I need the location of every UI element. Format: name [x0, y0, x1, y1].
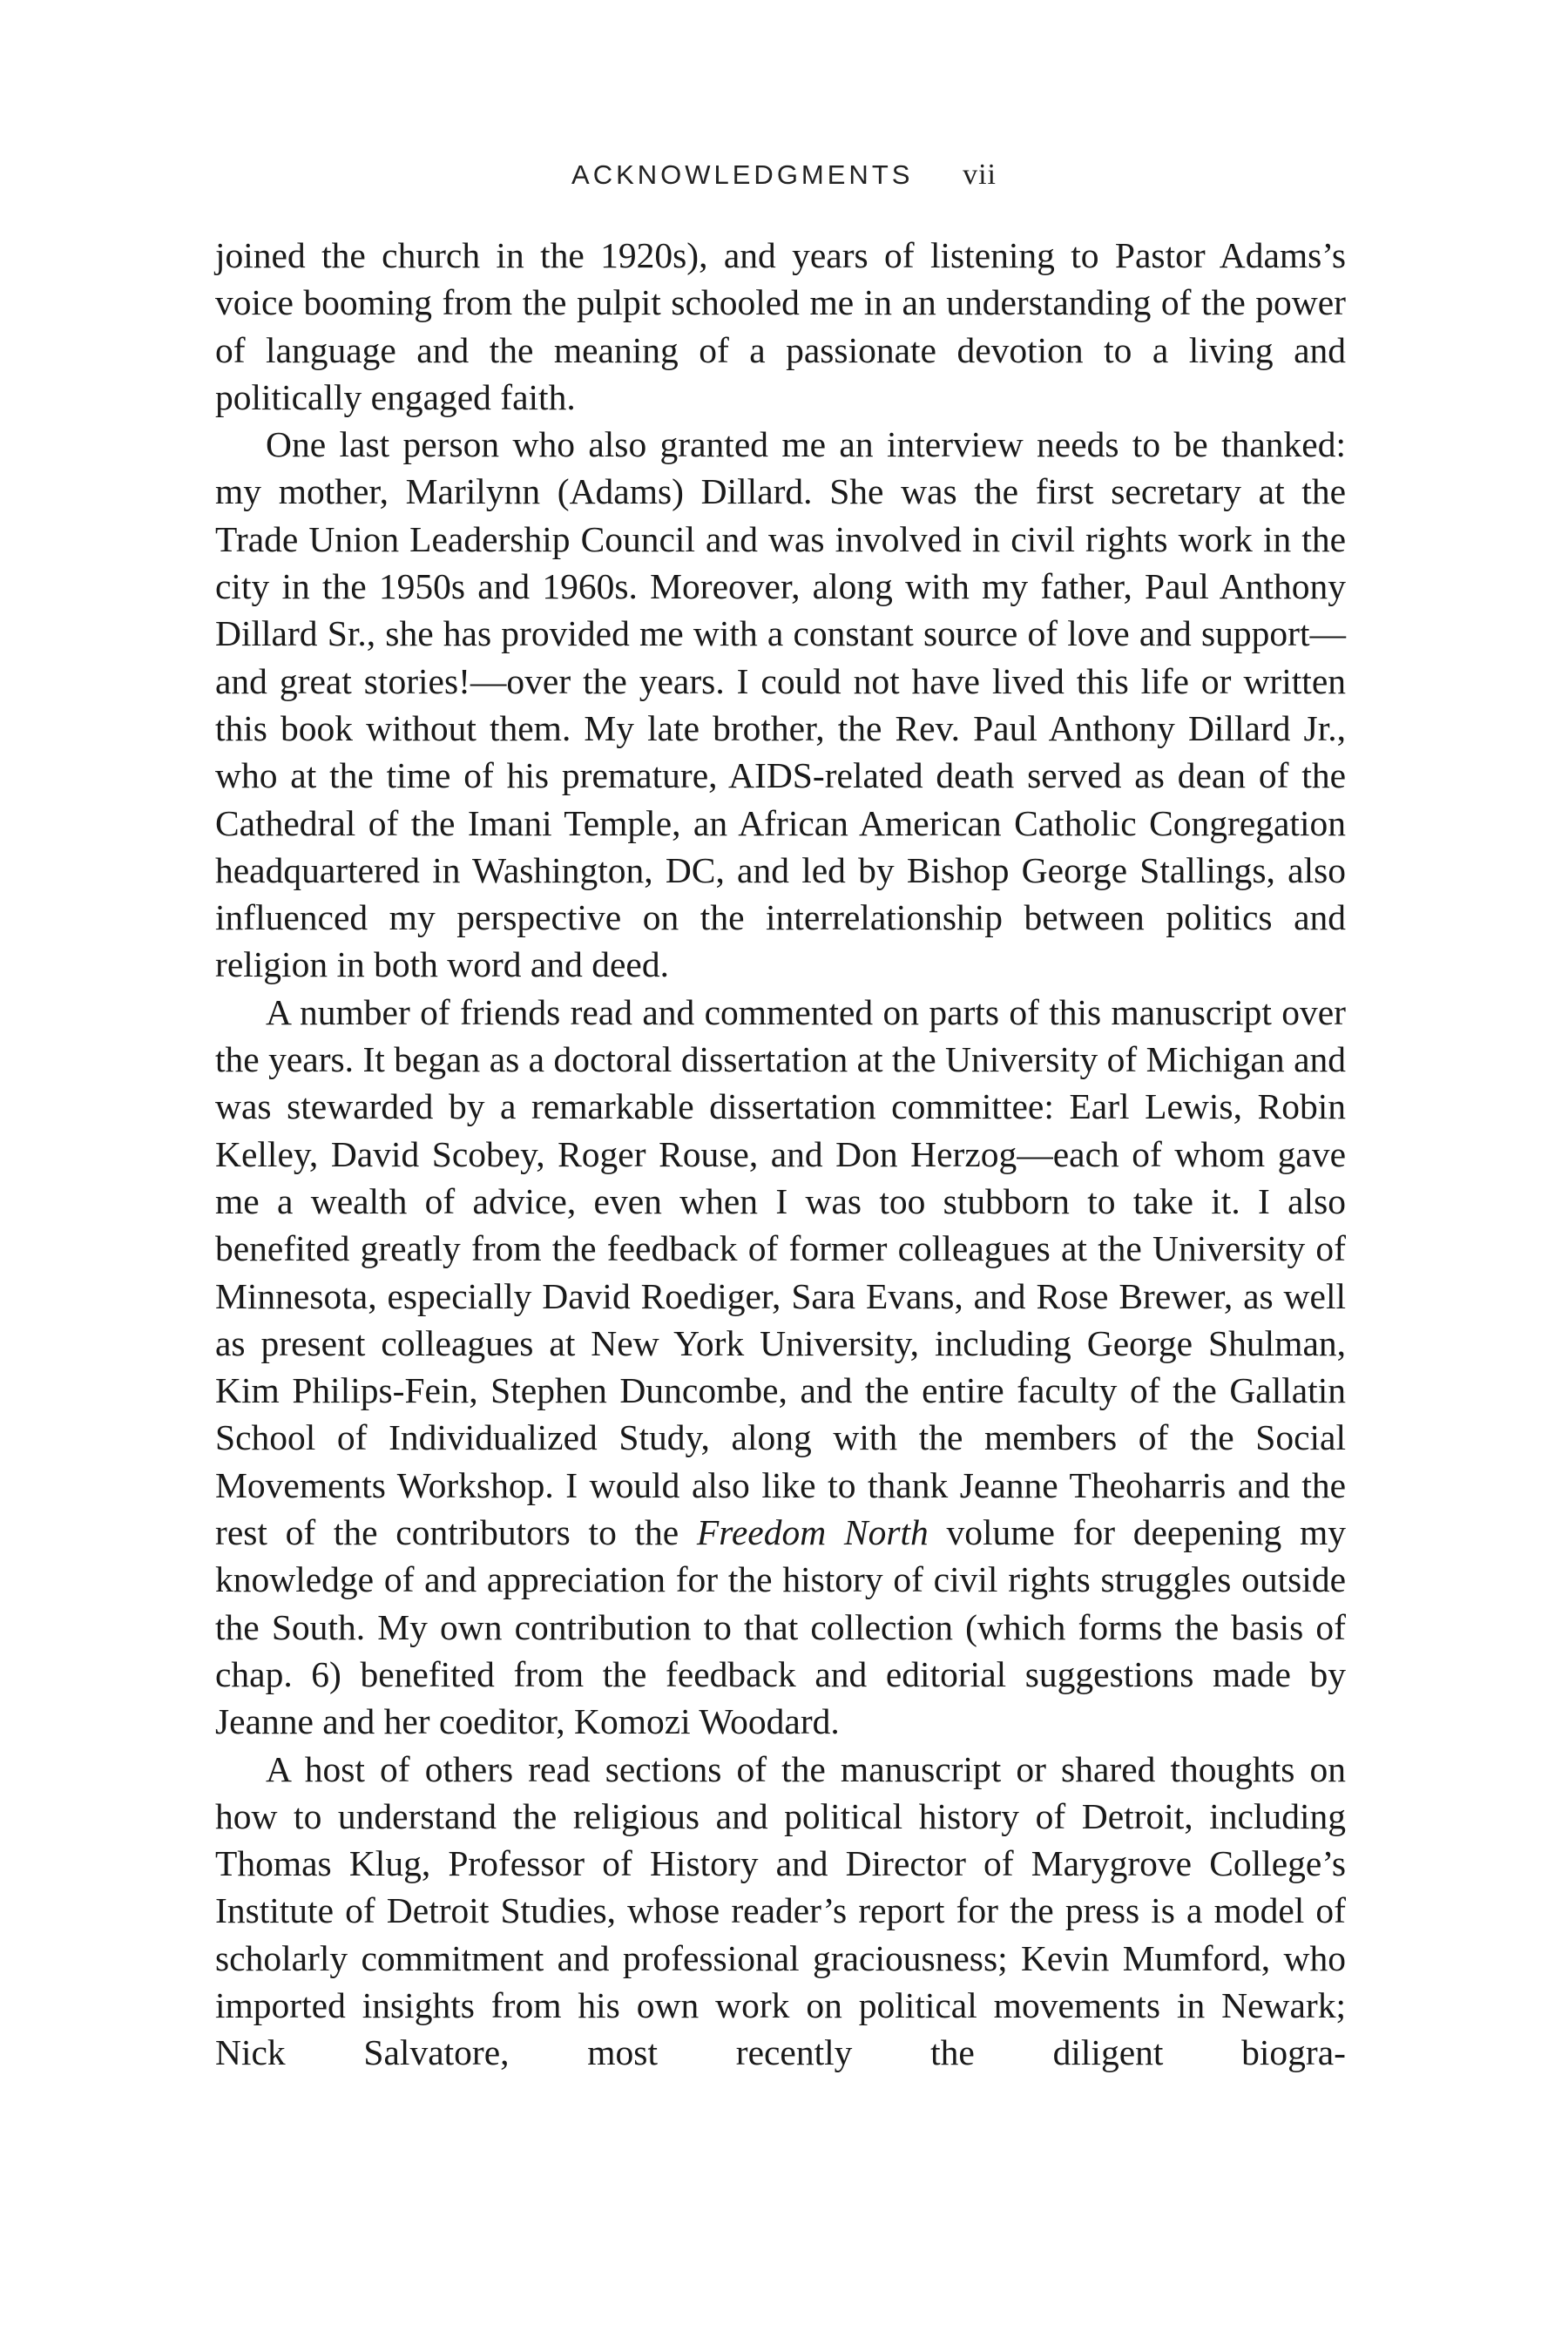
page-number: vii — [963, 159, 997, 191]
paragraph-4: A host of others read sections of the manuscript or shared thoughts on how to understand the religious and political history of Detroit, including Thomas Klug, Professor of History and Director of Marygrove College’s Institute of Detroit Studies, whose reader’s report for the press is a model of scholarly commitment and professional graciousness; Kevin Mumford, who imported insights from his own work on political movements in Newark; Nick Salvatore, most recently the diligent biogra- — [215, 1748, 1346, 2073]
paragraph-3 — [215, 989, 1346, 1746]
paragraph-2: One last person who also granted me an interview needs to be thanked: my mother, Marilynn (Adams) Dillard. She was the first secretary at the Trade Union Leadership Council and was involved in civil rights work in the city in the 1950s and 1960s. Moreover, along with my father, Paul Anthony Dillard Sr., she has provided me with a constant source of love and support—and great stories!—over the years. I could not have lived this life or written this book without them. My late brother, the Rev. Paul Anthony Dillard Jr., who at the time of his premature, AIDS-related death served as dean of the Cathedral of the Imani Temple, an African American Catholic Congregation headquartered in Washington, DC, and led by Bishop George Stallings, also influenced my perspective on the interrelationship between politics and religion in both word and deed. — [215, 424, 1346, 985]
running-title: ACKNOWLEDGMENTS — [571, 159, 914, 190]
body-text — [215, 232, 1346, 2077]
paragraph-3-text-b: volume for deepening my knowledge of and appreciation for the history of civil rights struggles outside the South. My own contribution to that collection (which forms the basis of chap. 6) benefited from the feedback and editorial suggestions made by Jeanne and her coeditor, Komozi Woodard. — [215, 1512, 1346, 1742]
paragraph-3-text-a: A number of friends read and commented on parts of this manuscript over the years. It began as a doctoral dissertation at the University of Michigan and was stewarded by a remarkable dissertation committee: Earl Lewis, Robin Kelley, David Scobey, Roger Rouse, and Don Herzog—each of whom gave me a wealth of advice, even when I was too stubborn to take it. I also benefited greatly from the feedback of former colleagues at the University of Minnesota, especially David Roediger, Sara Evans, and Rose Brewer, as well as present colleagues at New York University, including George Shulman, Kim Philips-Fein, Stephen Duncombe, and the entire faculty of the Gallatin School of Individualized Study, along with the members of the Social Movements Workshop. I would also like to thank Jeanne Theoharris and the rest of the contributors to the — [215, 991, 1346, 1553]
book-title-freedom-north: Freedom North — [696, 1512, 929, 1553]
paragraph-1: joined the church in the 1920s), and years of listening to Pastor Adams’s voice booming from the pulpit schooled me in an understanding of the power of language and the meaning of a passionate devotion to a living and politically engaged faith. — [215, 235, 1346, 417]
running-head — [0, 159, 1568, 192]
